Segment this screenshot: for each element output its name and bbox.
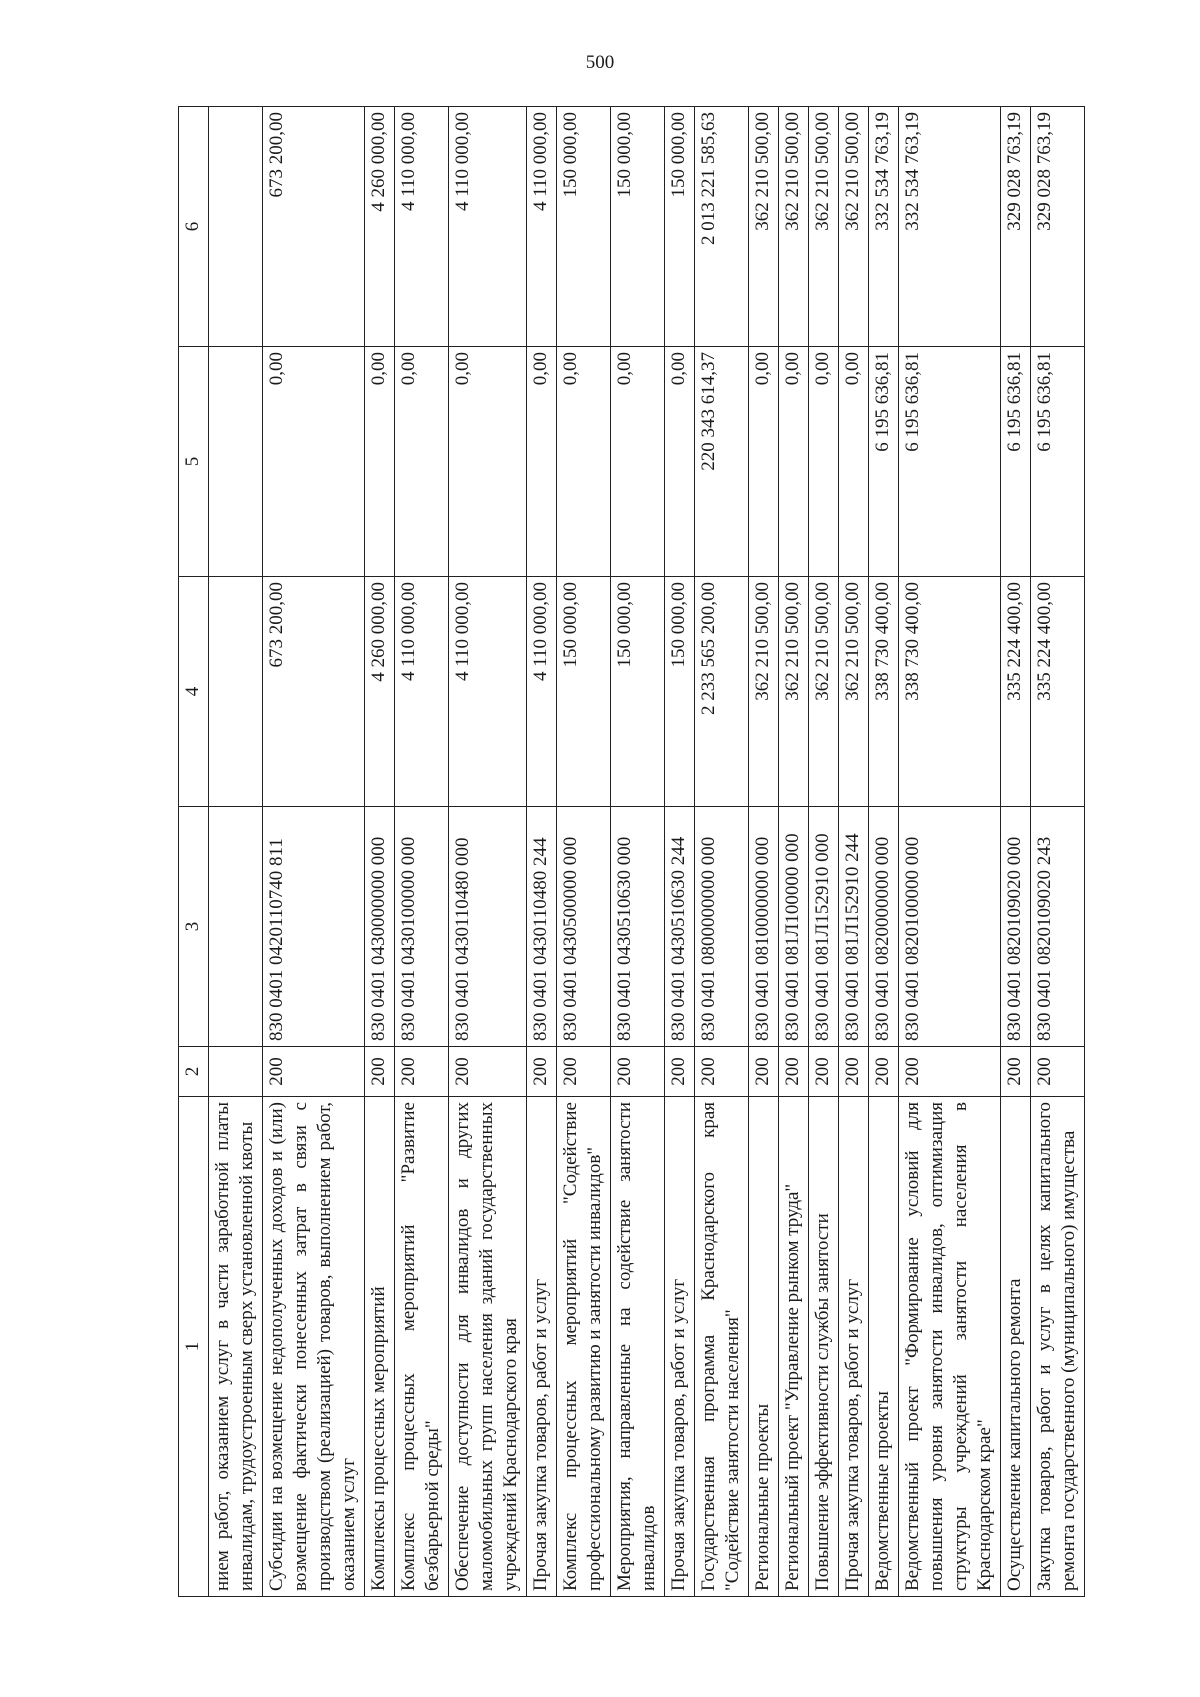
row-classification [209,807,263,1047]
row-code: 200 [263,1047,365,1097]
row-classification: 830 0401 0820100000 000 [899,807,1001,1047]
column-header: 3 [179,807,209,1047]
row-change-amount [209,347,263,577]
row-description: Осуществление капитального ремонта [1001,1097,1031,1597]
row-description: Государственная программа Краснодарского края "Содействие занятости населения" [695,1097,749,1597]
row-code: 200 [1001,1047,1031,1097]
row-final-amount: 2 013 221 585,63 [695,107,749,347]
row-description: Субсидии на возмещение недополученных доходов и (или) возмещение фактически понесенных затрат в связи с производством (реализацией) товаров, выполнением работ, оказанием услуг [263,1097,365,1597]
row-change-amount: 6 195 636,81 [899,347,1001,577]
row-approved-amount [209,577,263,807]
row-approved-amount: 338 730 400,00 [869,577,899,807]
table-row [1031,107,1085,1597]
row-change-amount: 0,00 [557,347,611,577]
row-final-amount: 150 000,00 [557,107,611,347]
row-final-amount: 4 110 000,00 [527,107,557,347]
row-code: 200 [839,1047,869,1097]
row-approved-amount: 335 224 400,00 [1001,577,1031,807]
row-approved-amount: 338 730 400,00 [899,577,1001,807]
table-row [209,107,263,1597]
row-approved-amount: 4 260 000,00 [365,577,395,807]
table-row [365,107,395,1597]
row-approved-amount: 150 000,00 [557,577,611,807]
row-classification: 830 0401 0430110480 244 [527,807,557,1047]
row-code: 200 [395,1047,449,1097]
row-approved-amount: 4 110 000,00 [527,577,557,807]
row-description: Ведомственный проект "Формирование условий для повышения уровня занятости инвалидов, оптимизация структуры учреждений занятости населения в Краснодарском крае" [899,1097,1001,1597]
table-row [449,107,527,1597]
row-description: Прочая закупка товаров, работ и услуг [527,1097,557,1597]
row-final-amount: 332 534 763,19 [869,107,899,347]
row-classification: 830 0401 0430100000 000 [395,807,449,1047]
row-description: Закупка товаров, работ и услуг в целях капитального ремонта государственного (муниципального) имущества [1031,1097,1085,1597]
row-change-amount: 0,00 [449,347,527,577]
row-change-amount: 0,00 [749,347,779,577]
row-approved-amount: 362 210 500,00 [779,577,809,807]
row-final-amount: 150 000,00 [665,107,695,347]
row-final-amount: 150 000,00 [611,107,665,347]
column-header: 5 [179,347,209,577]
row-code: 200 [1031,1047,1085,1097]
row-classification: 830 0401 0430500000 000 [557,807,611,1047]
column-header: 6 [179,107,209,347]
row-classification: 830 0401 0810000000 000 [749,807,779,1047]
row-change-amount: 0,00 [809,347,839,577]
row-code: 200 [749,1047,779,1097]
row-code: 200 [809,1047,839,1097]
row-approved-amount: 362 210 500,00 [749,577,779,807]
row-change-amount: 0,00 [365,347,395,577]
row-code: 200 [611,1047,665,1097]
row-classification: 830 0401 081Л100000 000 [779,807,809,1047]
row-code: 200 [695,1047,749,1097]
row-classification: 830 0401 081Л152910 244 [839,807,869,1047]
row-change-amount: 0,00 [665,347,695,577]
row-classification: 830 0401 0820000000 000 [869,807,899,1047]
row-change-amount: 0,00 [611,347,665,577]
row-change-amount: 0,00 [527,347,557,577]
row-code: 200 [779,1047,809,1097]
table-row [557,107,611,1597]
row-code: 200 [557,1047,611,1097]
row-final-amount: 4 110 000,00 [449,107,527,347]
row-final-amount: 362 210 500,00 [779,107,809,347]
row-classification: 830 0401 0800000000 000 [695,807,749,1047]
row-classification: 830 0401 0430110480 000 [449,807,527,1047]
row-final-amount: 4 260 000,00 [365,107,395,347]
row-code: 200 [899,1047,1001,1097]
row-code: 200 [527,1047,557,1097]
table-body [209,107,1085,1597]
row-classification: 830 0401 0820109020 243 [1031,807,1085,1047]
row-approved-amount: 4 110 000,00 [449,577,527,807]
row-change-amount: 6 195 636,81 [1031,347,1085,577]
rotated-table-container [178,107,1078,1597]
row-code: 200 [449,1047,527,1097]
table-row [665,107,695,1597]
row-description: Прочая закупка товаров, работ и услуг [665,1097,695,1597]
row-code: 200 [869,1047,899,1097]
table-row [899,107,1001,1597]
row-description: Комплексы процессных мероприятий [365,1097,395,1597]
row-approved-amount: 335 224 400,00 [1031,577,1085,807]
row-description: Комплекс процессных мероприятий "Развитие безбарьерной среды" [395,1097,449,1597]
row-approved-amount: 673 200,00 [263,577,365,807]
budget-table [178,106,1085,1597]
table-row [839,107,869,1597]
row-change-amount: 0,00 [395,347,449,577]
row-classification: 830 0401 0430510630 244 [665,807,695,1047]
row-classification: 830 0401 0420110740 811 [263,807,365,1047]
table-row [779,107,809,1597]
page-number: 500 [585,52,615,73]
row-change-amount: 220 343 614,37 [695,347,749,577]
column-header: 4 [179,577,209,807]
row-approved-amount: 362 210 500,00 [809,577,839,807]
row-final-amount: 329 028 763,19 [1031,107,1085,347]
row-change-amount: 0,00 [263,347,365,577]
row-approved-amount: 150 000,00 [665,577,695,807]
row-change-amount: 6 195 636,81 [1001,347,1031,577]
row-description: Мероприятия, направленные на содействие занятости инвалидов [611,1097,665,1597]
row-code [209,1047,263,1097]
row-classification: 830 0401 0430000000 000 [365,807,395,1047]
table-row [809,107,839,1597]
column-header: 1 [179,1097,209,1597]
row-description: Региональные проекты [749,1097,779,1597]
row-final-amount: 4 110 000,00 [395,107,449,347]
table-row [1001,107,1031,1597]
row-description: Ведомственные проекты [869,1097,899,1597]
row-approved-amount: 2 233 565 200,00 [695,577,749,807]
row-final-amount [209,107,263,347]
row-description: Региональный проект "Управление рынком труда" [779,1097,809,1597]
table-row [395,107,449,1597]
table-header-row [179,107,209,1597]
row-description: Комплекс процессных мероприятий "Содействие профессиональному развитию и занятости инвалидов" [557,1097,611,1597]
table-row [611,107,665,1597]
row-classification: 830 0401 0430510630 000 [611,807,665,1047]
row-code: 200 [665,1047,695,1097]
row-classification: 830 0401 0820109020 000 [1001,807,1031,1047]
row-final-amount: 332 534 763,19 [899,107,1001,347]
row-description: нием работ, оказанием услуг в части заработной платы инвалидам, трудоустроенным сверх установленной квоты [209,1097,263,1597]
row-final-amount: 362 210 500,00 [809,107,839,347]
table-row [695,107,749,1597]
row-approved-amount: 150 000,00 [611,577,665,807]
row-description: Повышение эффективности службы занятости [809,1097,839,1597]
table-row [749,107,779,1597]
row-final-amount: 362 210 500,00 [839,107,869,347]
row-description: Прочая закупка товаров, работ и услуг [839,1097,869,1597]
column-header: 2 [179,1047,209,1097]
table-row [527,107,557,1597]
row-classification: 830 0401 081Л152910 000 [809,807,839,1047]
row-final-amount: 673 200,00 [263,107,365,347]
row-code: 200 [365,1047,395,1097]
row-final-amount: 329 028 763,19 [1001,107,1031,347]
row-approved-amount: 362 210 500,00 [839,577,869,807]
row-description: Обеспечение доступности для инвалидов и других маломобильных групп населения зданий государственных учреждений Краснодарского края [449,1097,527,1597]
table-row [263,107,365,1597]
row-change-amount: 6 195 636,81 [869,347,899,577]
table-row [869,107,899,1597]
row-change-amount: 0,00 [839,347,869,577]
row-change-amount: 0,00 [779,347,809,577]
row-final-amount: 362 210 500,00 [749,107,779,347]
row-approved-amount: 4 110 000,00 [395,577,449,807]
